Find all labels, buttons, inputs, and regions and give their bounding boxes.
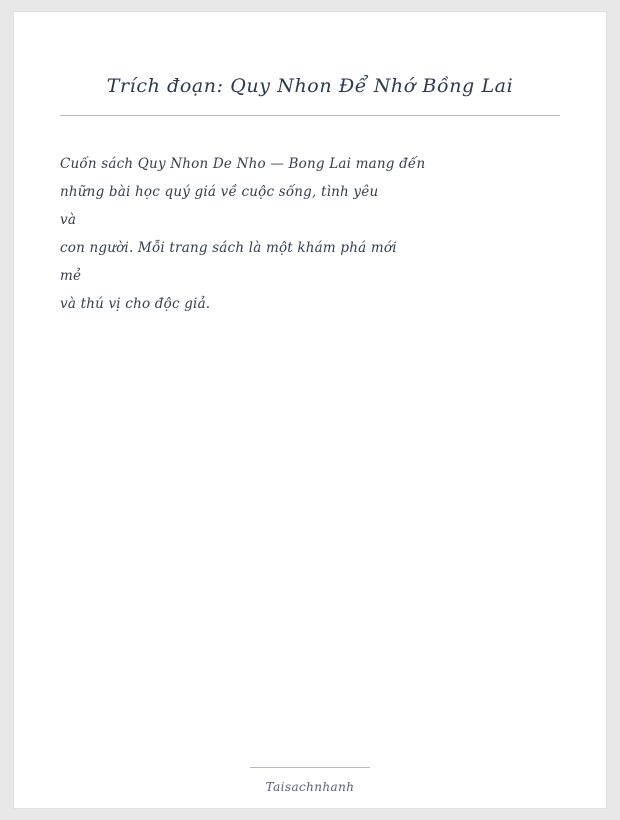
title-divider — [60, 115, 560, 116]
body-line: con người. Mỗi trang sách là một khám phá mới — [60, 239, 397, 256]
page-footer — [14, 767, 606, 794]
body-line: mẻ — [60, 267, 82, 284]
footer-divider — [250, 767, 370, 768]
document-page — [14, 12, 606, 808]
body-line: và — [60, 211, 77, 228]
body-line: Cuốn sách Quy Nhon De Nho — Bong Lai mang đến — [60, 155, 426, 172]
footer-watermark: Taisachnhanh — [265, 780, 355, 794]
document-body — [60, 150, 560, 318]
body-line: những bài học quý giá về cuộc sống, tình yêu — [60, 183, 379, 200]
body-line: và thú vị cho độc giả. — [60, 295, 211, 312]
page-title: Trích đoạn: Quy Nhon Để Nhớ Bồng Lai — [106, 75, 514, 97]
